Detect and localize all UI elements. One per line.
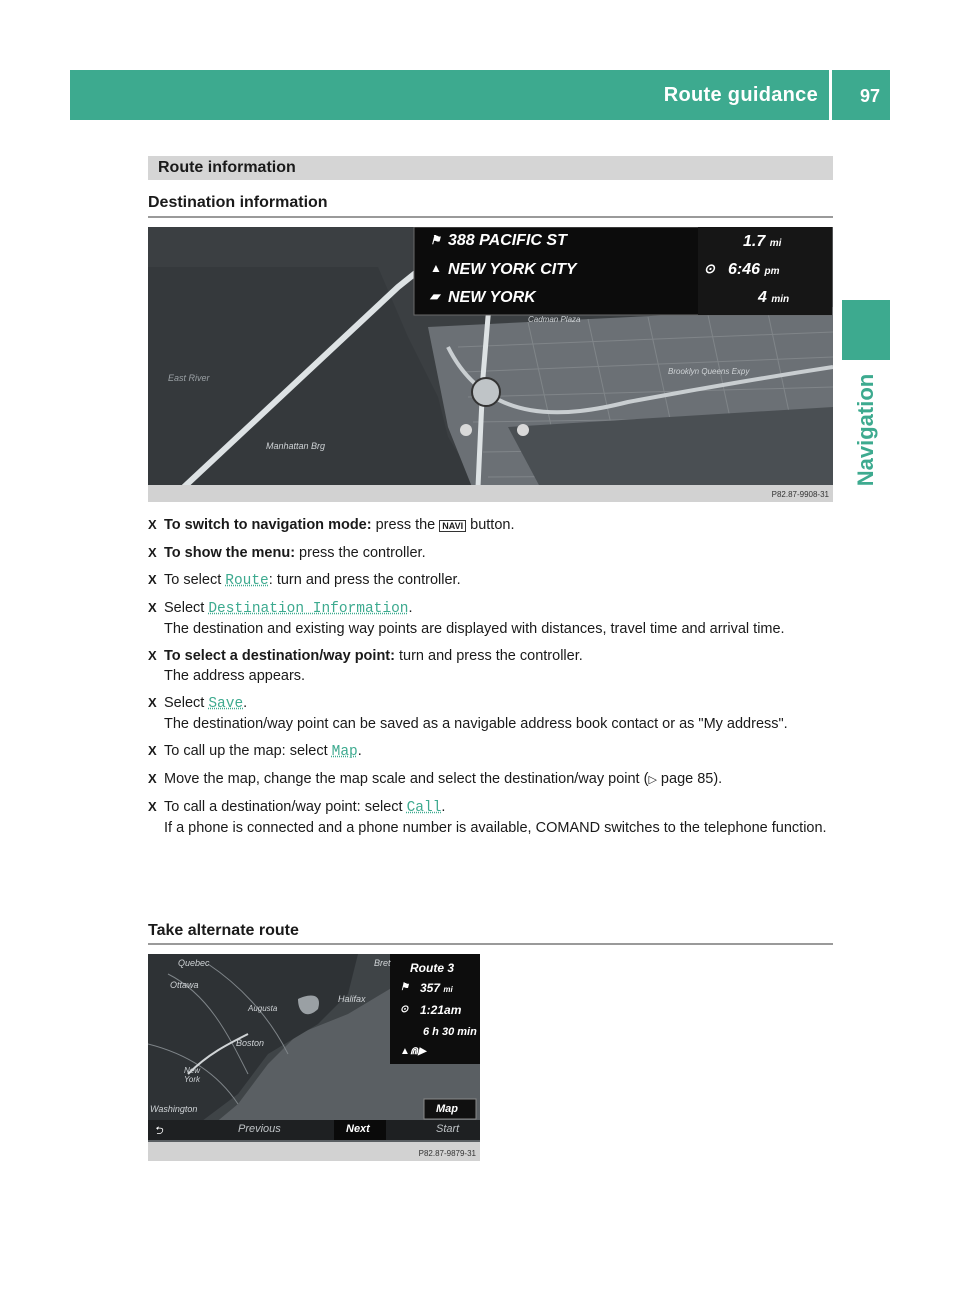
place-augusta: Augusta [248,1004,278,1013]
map-label-expy: Brooklyn Queens Expy [668,367,750,376]
route-arrival: 1:21am [420,1003,462,1017]
side-tab-label: Navigation [853,373,878,487]
region-icon: ▰ [430,289,440,303]
place-ottawa: Ottawa [170,980,199,990]
call-item: Call [406,800,442,816]
map-button[interactable]: Map [436,1103,458,1115]
subheading-rule [148,216,833,218]
step-destination-info: X Select Destination Information. The destination and existing way points are displayed with distances, travel time and arrival time. [148,600,785,637]
street-label: 388 PACIFIC ST [448,232,567,249]
step-navigation-mode: X To switch to navigation mode: press the NAVI button. [148,517,515,533]
step-save: X Select Save. The destination/way point can be saved as a navigable address book contact or as "My address". [148,695,788,732]
route-menu-item: Route [225,573,269,589]
place-quebec: Quebec [178,958,210,968]
place-boston: Boston [236,1038,265,1048]
header-separator [829,70,832,120]
state-label: NEW YORK [448,289,536,306]
navi-key: NAVI [439,520,466,532]
save-item: Save [208,696,244,712]
arrival-time: 6:46 pm [728,261,780,278]
section-title: Route information [158,159,296,176]
city-label: NEW YORK CITY [448,261,577,278]
side-tab [842,365,890,495]
distance-value: 1.7 mi [743,233,782,250]
instruction-list [148,515,838,845]
place-washington: Washington [150,1104,198,1114]
destination-info-screenshot [148,227,833,502]
step-select-waypoint: X To select a destination/way point: turn and press the controller. The address appears. [148,648,583,684]
building-icon: ▲ [430,261,442,275]
map-label-bridge: Manhattan Brg [266,441,326,451]
subheading-alternate-route: Take alternate route [148,922,299,939]
flag-icon: ⚑ [400,982,409,993]
place-halifax: Halifax [338,994,366,1004]
step-show-menu: X To show the menu: press the controller. [148,545,426,561]
map-item: Map [331,744,358,760]
place-new-york: New York [184,1066,201,1084]
step-move-map: X Move the map, change the map scale and select the destination/way point (▷ page 85). [148,771,723,787]
flag-icon: ⚑ [430,233,441,247]
map-label-plaza: Cadman Plaza [528,315,581,324]
destination-information-item: Destination Information [208,601,409,617]
start-button[interactable]: Start [436,1123,460,1135]
page-header [70,70,890,120]
figure-code: P82.87-9908-31 [771,490,829,499]
previous-button[interactable]: Previous [238,1123,281,1135]
route-label: Route 3 [410,961,455,975]
step-map: X To call up the map: select Map. [148,743,362,760]
route-duration: 6 h 30 min [423,1026,477,1038]
alternate-route-screenshot [148,954,480,1161]
side-tab-block [842,300,890,360]
subheading-destination-info: Destination information [148,194,328,211]
map-label-river: East River [168,373,210,383]
page-number: 97 [859,86,880,106]
header-title: Route guidance [663,84,818,106]
back-icon[interactable]: ⮌ [154,1125,163,1137]
page-ref-icon: ▷ [648,774,657,786]
travel-duration: 4 min [758,289,790,306]
clock-icon: ⊙ [704,261,715,276]
figure-code-2: P82.87-9879-31 [418,1149,476,1158]
place-bret: Bret [374,958,391,968]
step-select-route: X To select Route: turn and press the controller. [148,572,461,589]
section-bar [148,156,833,180]
route-options-icon: ▲⋒▶ [400,1046,426,1057]
step-call: X To call a destination/way point: select Call. If a phone is connected and a phone number is available, COMAND switches to the telephone function. [148,799,827,836]
subheading-rule-2 [148,943,833,945]
step-marker: X [148,517,157,532]
next-button[interactable]: Next [346,1123,370,1135]
route-distance: 357 mi [420,981,453,995]
clock-icon: ⊙ [400,1004,409,1015]
